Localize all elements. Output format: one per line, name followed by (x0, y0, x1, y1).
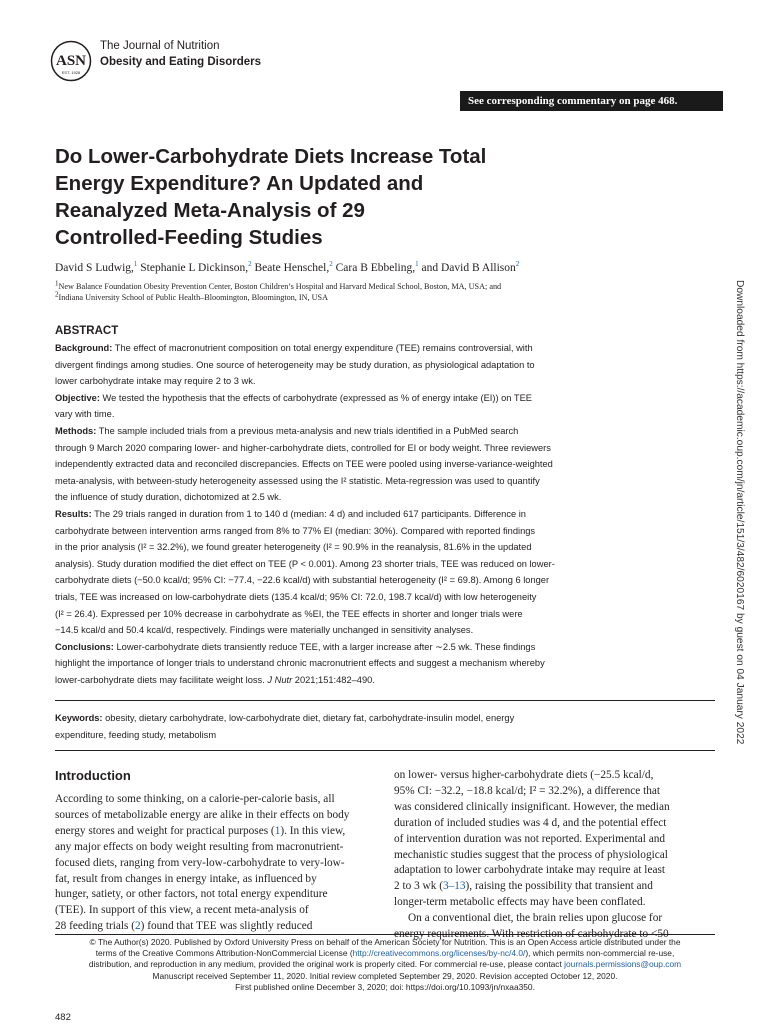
abstract-line: the influence of study duration, dichotomized at 2.5 wk. (55, 492, 282, 503)
keywords-divider (55, 750, 715, 751)
abstract-heading: ABSTRACT (55, 325, 119, 337)
abstract-line: in the prior analysis (I² = 32.2%), we found greater heterogeneity (I² = 90.9% in the reanalysis, 81.6% in the updated (55, 542, 532, 553)
keywords-line: obesity, dietary carbohydrate, low-carbohydrate diet, dietary fat, carbohydrate-insulin model, energy (102, 713, 515, 723)
body-line: energy stores and weight for practical purposes (1). In this view, (55, 824, 346, 837)
body-line: According to some thinking, on a calorie-per-calorie basis, all (55, 793, 335, 805)
section-name: Obesity and Eating Disorders (100, 56, 262, 68)
manuscript-dates: Manuscript received September 11, 2020. Initial review completed September 29, 2020. Revision accepted October 12, 2020. (152, 970, 618, 981)
results-label: Results: (55, 508, 92, 519)
asn-logo (50, 40, 92, 82)
body-line: mechanistic studies suggest that the process of physiological (394, 848, 668, 861)
permissions-line: distribution, and reproduction in any medium, provided the original work is properly cited. For commercial re-use, please contact journals.permissions@oup.com (88, 959, 682, 970)
abstract-line: analysis). Study duration modified the diet effect on TEE (P < 0.001). Among 23 shorter trials, TEE was reduced on lower- (55, 558, 555, 569)
reference-link[interactable]: 2 (135, 920, 141, 933)
affiliations (55, 281, 501, 303)
footer-notice (55, 937, 715, 993)
page-number: 482 (55, 1012, 71, 1023)
abstract-line: carbohydrate between intervention arms ranged from 8% to 77% EI (median: 30%). Compared with reported findings (55, 525, 536, 536)
title-line: Energy Expenditure? An Updated and (55, 172, 424, 195)
author-list (55, 262, 519, 274)
title-line: Controlled-Feeding Studies (55, 226, 323, 249)
abstract-line: lower-carbohydrate diets may facilitate weight loss. (55, 674, 265, 685)
body-line: energy requirements. With restriction of carbohydrate to <50 (394, 928, 669, 941)
reference-link[interactable]: 3–13 (442, 880, 466, 893)
body-line: 95% CI: −32.2, −18.8 kcal/d; I² = 32.2%), a difference that (394, 784, 661, 797)
author-affiliation-sup[interactable]: 2 (515, 260, 520, 269)
affiliation: $^1$New Balance Foundation Obesity Prevention Center, Boston Children’s Hospital and Harvard Medical School, Boston, MA, USA; and (55, 279, 502, 291)
abstract-line: independently extracted data and reconciled discrepancies. Effects on TEE were pooled using inverse-variance-weighted (55, 459, 553, 470)
logo-est: EST. 1928 (61, 70, 81, 75)
author-affiliation-sup[interactable]: 2 (329, 260, 333, 269)
body-line: focused diets, ranging from very-low-carbohydrate to very-low- (55, 856, 345, 869)
abstract-line: vary with time. (55, 409, 115, 420)
abstract (55, 322, 715, 688)
abstract-line: trials, TEE was increased on low-carbohydrate diets (135.4 kcal/d; 95% CI: 72.0, 198.7 kcal/d) with low heterogeneity (55, 591, 537, 602)
affiliation: $^2$Indiana University School of Public Health–Bloomington, Bloomington, IN, USA (55, 290, 328, 302)
abstract-line: We tested the hypothesis that the effects of carbohydrate (expressed as % of energy intake (EI)) on TEE (99, 392, 532, 403)
abstract-line: through 9 March 2020 comparing lower- and higher-carbohydrate diets, controlled for EI or body weight. Three reviewers (55, 442, 551, 453)
keywords (55, 710, 715, 743)
body-line: adaptation to lower carbohydrate intake may require at least (394, 864, 666, 877)
body-line: of intervention duration was not reported. Experimental and (394, 832, 666, 845)
body-line: sources of metabolizable energy are alike in their effects on body (55, 808, 350, 821)
license-link[interactable]: http://creativecommons.org/licenses/by-nc/4.0/ (352, 948, 526, 959)
author-affiliation-sup[interactable]: 1 (133, 260, 138, 269)
abstract-line: −14.5 kcal/d and 50.4 kcal/d, respectively. Findings were materially unchanged in sensitivity analyses. (55, 625, 474, 636)
body-column-right (394, 768, 714, 943)
objective-label: Objective: (55, 392, 100, 403)
abstract-line: The sample included trials from a previous meta-analysis and new trials identified in a PubMed search (96, 425, 519, 436)
body-line: was considered clinically insignificant. However, the median (394, 800, 670, 813)
citation-journal: J Nutr (267, 674, 293, 685)
keywords-label: Keywords: (55, 713, 103, 723)
background-label: Background: (55, 343, 113, 353)
abstract-line: lower carbohydrate intake may require 2 to 3 wk. (55, 376, 256, 387)
journal-name: The Journal of Nutrition (100, 40, 220, 52)
conclusions-label: Conclusions: (55, 641, 114, 652)
reference-link[interactable]: 1 (274, 824, 281, 837)
abstract-line: highlight the importance of longer trials to understand chronic macronutrient effects and suggest a mechanism whereby (55, 658, 545, 669)
publication-doi[interactable]: First published online December 3, 2020; doi: https://doi.org/10.1093/jn/nxaa350. (235, 981, 535, 992)
logo-text: ASN (55, 53, 87, 69)
author-name[interactable]: and David B Allison (418, 262, 516, 274)
body-column-left (55, 792, 373, 935)
title-line: Do Lower-Carbohydrate Diets Increase Total (55, 145, 487, 168)
author-name[interactable]: Beate Henschel, (251, 262, 330, 274)
copyright-line: © The Author(s) 2020. Published by Oxford University Press on behalf of the American Society for Nutrition. This is an Open Access article distributed under the (89, 937, 681, 947)
license-line: terms of the Creative Commons Attribution-NonCommercial License (http://creativecommons.org/licenses/by-nc/4.0/), which permits non-commercial re-use, (95, 948, 675, 959)
body-line: (TEE). In support of this view, a recent meta-analysis of (55, 904, 309, 917)
keywords-line: expenditure, feeding study, metabolism (55, 729, 217, 740)
author-name[interactable]: Stephanie L Dickinson, (137, 262, 249, 274)
title-line: Reanalyzed Meta-Analysis of 29 (55, 199, 365, 222)
body-line: 2 to 3 wk (3–13), raising the possibility that transient and (394, 880, 653, 893)
author-affiliation-sup[interactable]: 1 (415, 260, 419, 269)
body-line: fat, result from changes in energy intake, as influenced by (55, 872, 317, 885)
methods-label: Methods: (55, 425, 97, 436)
abstract-line: The 29 trials ranged in duration from 1 to 140 d (median: 4 d) and included 617 participants. Difference in (91, 508, 526, 519)
author-affiliation-sup[interactable]: 2 (248, 260, 252, 269)
commentary-banner[interactable]: See corresponding commentary on page 468. (460, 91, 723, 111)
body-line: on lower- versus higher-carbohydrate diets (−25.5 kcal/d, (394, 769, 654, 781)
body-line: 28 feeding trials (2) found that TEE was slightly reduced (55, 920, 313, 933)
abstract-divider (55, 700, 715, 701)
download-notice[interactable]: Downloaded from https://academic.oup.com/jn/article/151/3/482/6020167 by guest on 04 January 2022 (734, 280, 745, 745)
citation-details: 2021;151:482–490. (292, 674, 375, 685)
article-title (55, 143, 615, 251)
abstract-line: carbohydrate diets (−50.0 kcal/d; 95% CI: −77.4, −22.6 kcal/d) with substantial heterogeneity (I² = 69.8). Among 6 longer (55, 575, 550, 586)
body-line: any major effects on body weight resulting from macronutrient- (55, 840, 344, 853)
author-name[interactable]: Cara B Ebbeling, (332, 262, 416, 274)
abstract-line: (I² = 26.4). Expressed per 10% decrease in carbohydrate as %EI, the TEE effects in shorter and longer trials were (55, 608, 523, 619)
abstract-line: Lower-carbohydrate diets transiently reduce TEE, with a larger increase after ∼2.5 wk. These findings (113, 641, 536, 652)
abstract-line: divergent findings among studies. One source of heterogeneity may be study duration, as physiological adaptation to (55, 359, 535, 370)
introduction-heading: Introduction (55, 768, 131, 783)
body-line: On a conventional diet, the brain relies upon glucose for (408, 912, 663, 925)
abstract-line: meta-analysis, with between-study heterogeneity assessed using the I² statistic. Meta-regression was used to quantify (55, 475, 540, 486)
permissions-email-link[interactable]: journals.permissions@oup.com (564, 959, 682, 970)
body-line: longer-term metabolic effects may have been conflated. (394, 896, 646, 909)
body-line: duration of included studies was 4 d, and the potential effect (394, 816, 667, 829)
body-line: hunger, satiety, or other factors, not total energy expenditure (55, 888, 328, 901)
footer-divider (55, 934, 715, 935)
author-name[interactable]: David S Ludwig, (55, 262, 134, 274)
abstract-line: The effect of macronutrient composition on total energy expenditure (TEE) remains controversial, with (112, 343, 533, 353)
